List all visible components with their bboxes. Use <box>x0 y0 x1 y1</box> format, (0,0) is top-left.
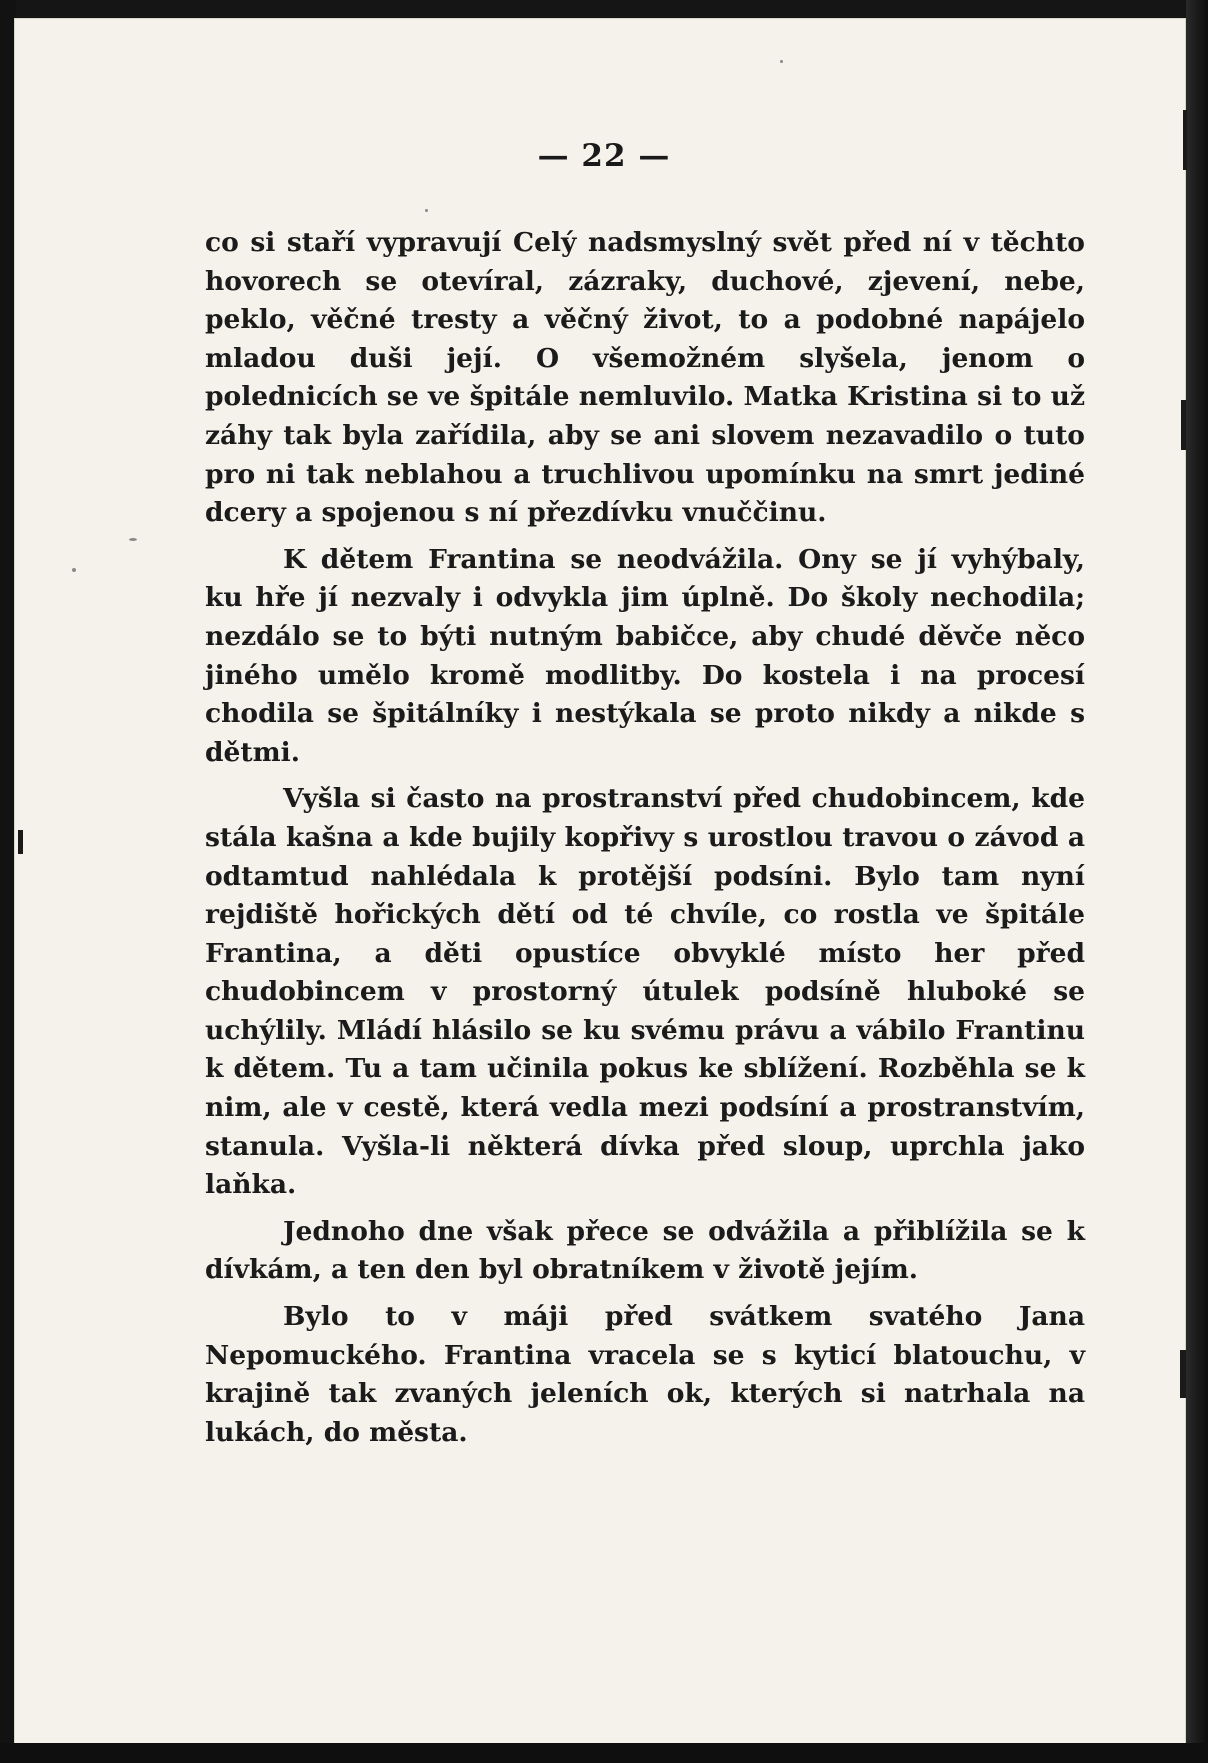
body-text <box>205 224 1085 1460</box>
scan-bottom-edge <box>0 1743 1208 1763</box>
paragraph: K dětem Frantina se neodvážila. Ony se jí vyhýbaly, ku hře jí nezvaly i odvykla jim úplně. Do školy nechodila; nezdálo se to býti nutným babičce, aby chudé děvče něco jiného umělo kromě modlitby. Do kostela i na procesí chodila se špitálníky i nestýkala se proto nikdy a nikde s dětmi. <box>205 543 1085 768</box>
dust-speck <box>425 209 428 212</box>
paragraph: Vyšla si často na prostranství před chudobincem, kde stála kašna a kde bujily kopřivy s urostlou travou o závod a odtamtud nahlédala k protější podsíni. Bylo tam nyní rejdiště hořických dětí od té chvíle, co rostla ve špitále Frantina, a děti opustíce obvyklé místo her před chudobincem v prostorný útulek podsíně hluboké se uchýlily. Mládí hlásilo se ku svému právu a vábilo Frantinu k dětem. Tu a tam učinila pokus ke sblížení. Rozběhla se k nim, ale v cestě, která vedla mezi podsíní a prostranstvím, stanula. Vyšla-li některá dívka před sloup, uprchla jako laňka. <box>205 783 1085 1201</box>
paragraph: Jednoho dne však přece se odvážila a přiblížila se k dívkám, a ten den byl obratníkem v životě jejím. <box>205 1215 1085 1286</box>
dust-speck <box>129 538 137 541</box>
scan-right-shadow <box>1186 0 1208 1763</box>
page-number: — 22 — <box>537 138 671 174</box>
scan-artifact <box>1181 400 1186 450</box>
dust-speck <box>72 568 76 572</box>
dust-speck <box>780 60 783 63</box>
paragraph: Bylo to v máji před svátkem svatého Jana Nepomuckého. Frantina vracela se s kyticí blatouchu, v krajině tak zvaných jeleních ok, kterých si natrhala na lukách, do města. <box>205 1301 1085 1448</box>
scan-artifact <box>1180 1350 1186 1398</box>
paragraph: co si staří vypravují Celý nadsmyslný svět před ní v těchto hovorech se otevíral, zázraky, duchové, zjevení, nebe, peklo, věčné tresty a věčný život, to a podobné napájelo mladou duši její. O všemožném slyšela, jenom o polednicích se ve špitále nemluvilo. Matka Kristina si to už záhy tak byla zařídila, aby se ani slovem nezavadilo o tuto pro ni tak neblahou a truchlivou upomínku na smrt jediné dcery a spojenou s ní přezdívku vnuččinu. <box>205 227 1085 529</box>
scan-artifact <box>18 830 23 854</box>
